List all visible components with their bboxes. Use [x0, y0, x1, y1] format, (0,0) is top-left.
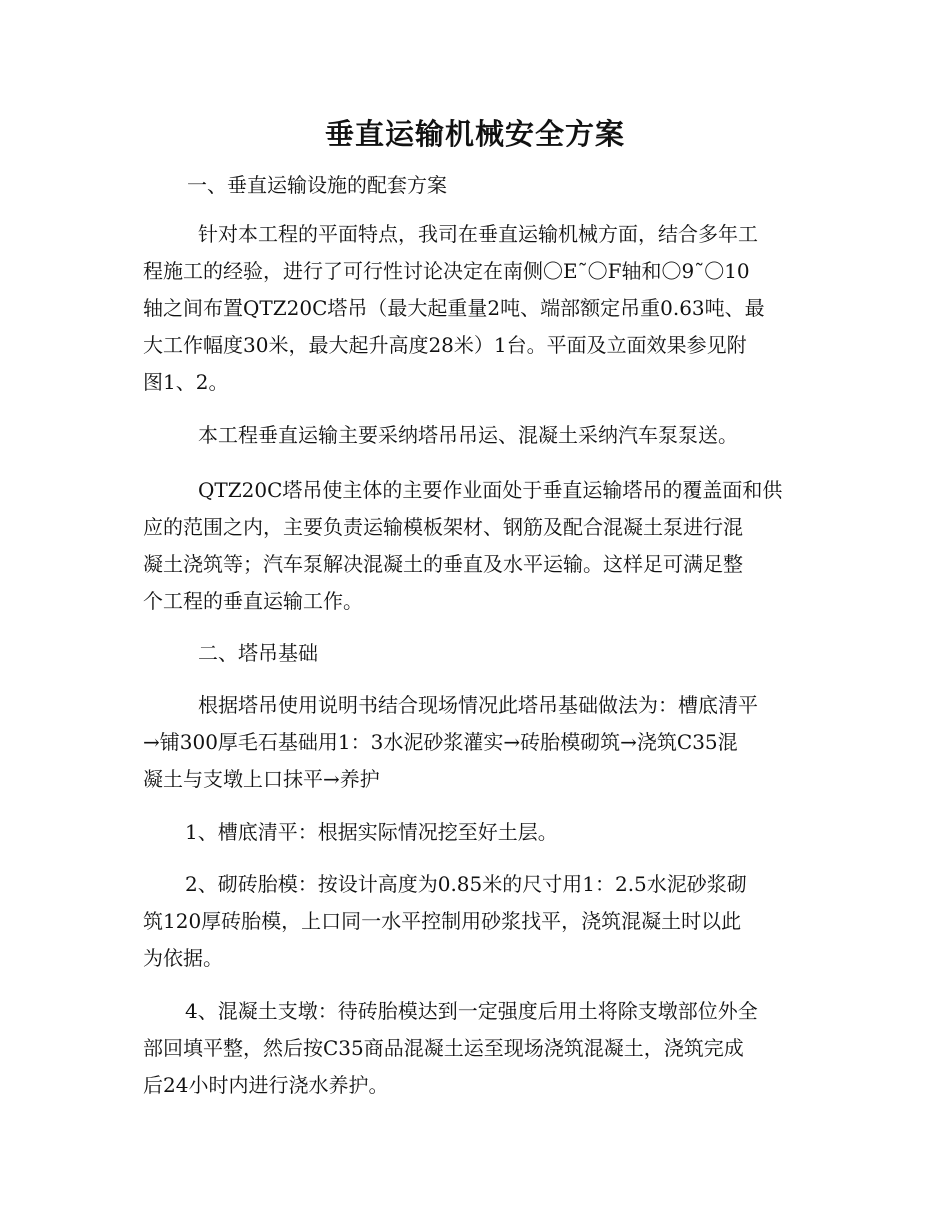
list-item-4 [143, 993, 811, 1104]
text-line: 凝土与支墩上口抹平→养护 [143, 767, 380, 791]
text-line: 大工作幅度30米，最大起升高度28米）1台。平面及立面效果参见附 [143, 333, 747, 357]
text-line: 凝土浇筑等；汽车泵解决混凝土的垂直及水平运输。这样足可满足整 [143, 552, 743, 576]
paragraph-1 [143, 216, 811, 401]
list-item-1 [143, 814, 811, 851]
paragraph-4 [143, 687, 811, 798]
text-line: 部回填平整，然后按C35商品混凝土运至现场浇筑混凝土，浇筑完成 [143, 1036, 744, 1060]
text-line: →铺300厚毛石基础用1：3水泥砂浆灌实→砖胎模砌筑→浇筑C35混 [143, 730, 738, 754]
text-line: 轴之间布置QTZ20C塔吊（最大起重量2吨、端部额定吊重0.63吨、最 [143, 296, 765, 320]
paragraph-3 [143, 472, 811, 620]
text-line: 根据塔吊使用说明书结合现场情况此塔吊基础做法为：槽底清平 [198, 693, 758, 717]
text-line: 应的范围之内，主要负责运输模板架材、钢筋及配合混凝土泵进行混 [143, 515, 743, 539]
text-line: 4、混凝土支墩：待砖胎模达到一定强度后用土将除支墩部位外全 [185, 999, 758, 1023]
text-line: 个工程的垂直运输工作。 [143, 589, 363, 613]
paragraph-2 [143, 417, 811, 454]
text-line: QTZ20C塔吊使主体的主要作业面处于垂直运输塔吊的覆盖面和供 [198, 478, 783, 502]
text-line: 筑120厚砖胎模，上口同一水平控制用砂浆找平，浇筑混凝土时以此 [143, 909, 742, 933]
document-title: 垂直运输机械安全方案 [324, 117, 625, 151]
list-item-2 [143, 866, 811, 977]
text-line: 本工程垂直运输主要采纳塔吊吊运、混凝土采纳汽车泵泵送。 [198, 423, 738, 447]
text-line: 程施工的经验，进行了可行性讨论决定在南侧〇E˜〇F轴和〇9˜〇10 [143, 259, 750, 283]
text-line: 针对本工程的平面特点，我司在垂直运输机械方面，结合多年工 [198, 222, 758, 246]
text-line: 二、塔吊基础 [198, 641, 318, 665]
text-line: 为依据。 [143, 946, 223, 970]
text-line: 图1、2。 [143, 370, 229, 394]
section-heading-1 [143, 167, 811, 204]
text-line: 后24小时内进行浇水养护。 [143, 1073, 389, 1097]
text-line: 一、垂直运输设施的配套方案 [187, 173, 447, 197]
section-heading-2 [143, 635, 811, 672]
text-line: 1、槽底清平：根据实际情况挖至好土层。 [185, 820, 558, 844]
text-line: 2、砌砖胎模：按设计高度为0.85米的尺寸用1：2.5水泥砂浆砌 [185, 872, 747, 896]
